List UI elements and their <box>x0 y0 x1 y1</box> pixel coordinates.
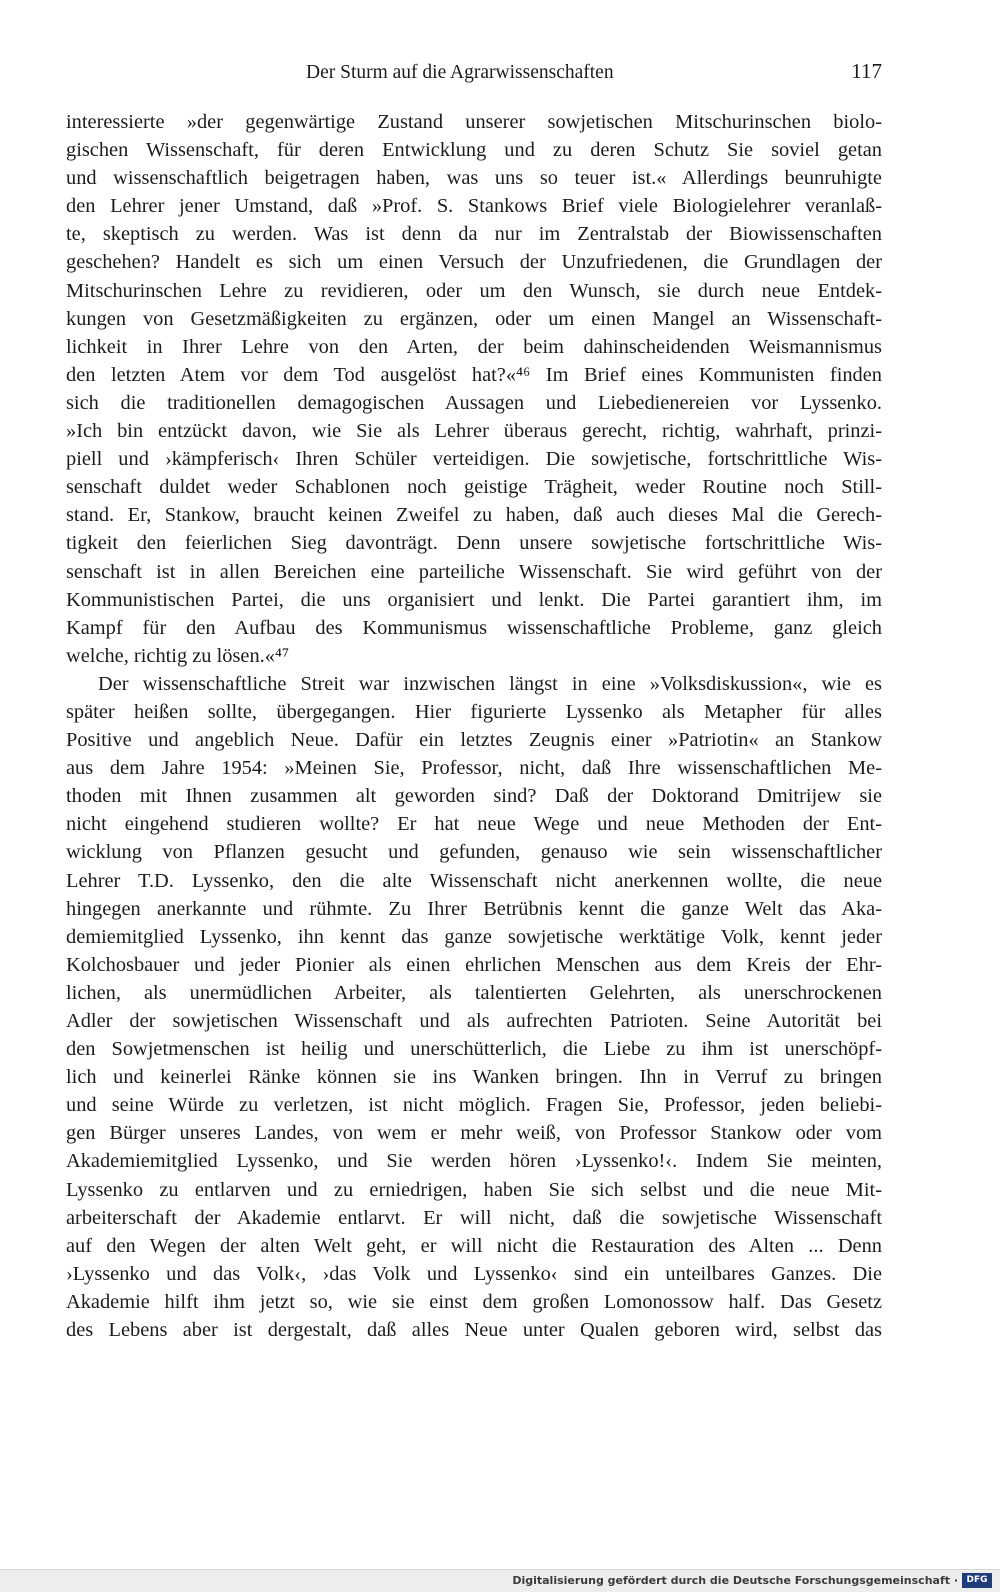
text-line: später heißen sollte, übergegangen. Hier figurierte Lyssenko als Metapher für alles <box>66 700 882 723</box>
text-line: Kampf für den Aufbau des Kommunismus wissenschaftliche Probleme, ganz gleich <box>66 616 882 639</box>
text-line: gischen Wissenschaft, für deren Entwicklung und zu deren Schutz Sie soviel getan <box>66 139 882 162</box>
text-line: Positive und angeblich Neue. Dafür ein letztes Zeugnis einer »Patriotin« an Stankow <box>66 729 882 752</box>
text-line: aus dem Jahre 1954: »Meinen Sie, Professor, nicht, daß Ihre wissenschaftlichen Me- <box>66 757 882 780</box>
text-line: Mitschurinschen Lehre zu revidieren, oder um den Wunsch, sie durch neue Entdek- <box>66 279 882 302</box>
text-line: interessierte »der gegenwärtige Zustand unserer sowjetischen Mitschurinschen biolo- <box>66 111 882 133</box>
text-line: Kommunistischen Partei, die uns organisiert und lenkt. Die Partei garantiert ihm, im <box>66 588 882 611</box>
text-line: Akademie hilft ihm jetzt so, wie sie einst dem großen Lomonossow half. Das Gesetz <box>66 1290 882 1313</box>
dfg-logo: DFG <box>962 1573 992 1588</box>
text-line: wicklung von Pflanzen gesucht und gefunden, genauso wie sein wissenschaftlicher <box>66 841 882 864</box>
text-line: den Lehrer jener Umstand, daß »Prof. S. Stankows Brief viele Biologielehrer veranlaß- <box>66 195 882 218</box>
text-line: auf den Wegen der alten Welt geht, er will nicht die Restauration des Alten ... Denn <box>66 1234 882 1257</box>
text-line: lichkeit in Ihrer Lehre von den Arten, der beim dahinscheidenden Weismannismus <box>66 335 882 358</box>
text-line: und wissenschaftlich beigetragen haben, was uns so teuer ist.« Allerdings beunruhigte <box>66 167 882 190</box>
text-line: geschehen? Handelt es sich um einen Versuch der Unzufriedenen, die Grundlagen der <box>66 251 882 274</box>
text-line: tigkeit den feierlichen Sieg davonträgt. Denn unsere sowjetische fortschrittliche Wis- <box>66 532 882 555</box>
text-line: arbeiterschaft der Akademie entlarvt. Er will nicht, daß die sowjetische Wissenschaft <box>66 1206 882 1229</box>
text-line: demiemitglied Lyssenko, ihn kennt das ganze sowjetische werktätige Volk, kennt jeder <box>66 925 882 948</box>
text-line: ›Lyssenko und das Volk‹, ›das Volk und Lyssenko‹ sind ein unteilbares Ganzes. Die <box>66 1262 882 1285</box>
text-line: »Ich bin entzückt davon, wie Sie als Lehrer überaus gerecht, richtig, wahrhaft, prinzi- <box>66 420 882 443</box>
text-line: gen Bürger unseres Landes, von wem er mehr weiß, von Professor Stankow oder vom <box>66 1122 882 1145</box>
text-line: piell und ›kämpferisch‹ Ihren Schüler verteidigen. Die sowjetische, fortschrittliche Wis- <box>66 448 882 471</box>
text-line: den letzten Atem vor dem Tod ausgelöst hat?«⁴⁶ Im Brief eines Kommunisten finden <box>66 363 882 386</box>
text-line: und seine Würde zu verletzen, ist nicht möglich. Fragen Sie, Professor, jeden beliebi- <box>66 1094 882 1117</box>
text-line: senschaft duldet weder Schablonen noch geistige Trägheit, weder Routine noch Still- <box>66 476 882 499</box>
digitization-footer <box>0 1569 1000 1592</box>
text-line: Lyssenko zu entlarven und zu erniedrigen, haben Sie sich selbst und die neue Mit- <box>66 1178 882 1201</box>
text-line: stand. Er, Stankow, braucht keinen Zweifel zu haben, daß auch dieses Mal die Gerech- <box>66 504 882 527</box>
text-line: lich und keinerlei Ränke können sie ins Wanken bringen. Ihn in Verruf zu bringen <box>66 1066 882 1089</box>
text-line: sich die traditionellen demagogischen Aussagen und Liebedienereien vor Lyssenko. <box>66 391 882 414</box>
text-line: thoden mit Ihnen zusammen alt geworden sind? Daß der Doktorand Dmitrijew sie <box>66 785 882 808</box>
text-line: Lehrer T.D. Lyssenko, den die alte Wissenschaft nicht anerkennen wollte, die neue <box>66 869 882 892</box>
text-line: Kolchosbauer und jeder Pionier als einen ehrlichen Menschen aus dem Kreis der Ehr- <box>66 953 882 976</box>
paragraph-start-line: Der wissenschaftliche Streit war inzwischen längst in eine »Volksdiskussion«, wie es <box>98 672 882 695</box>
text-line: senschaft ist in allen Bereichen eine parteiliche Wissenschaft. Sie wird geführt von der <box>66 560 882 583</box>
text-line: Akademiemitglied Lyssenko, und Sie werden hören ›Lyssenko!‹. Indem Sie meinten, <box>66 1150 882 1173</box>
text-line: hingegen anerkannte und rühmte. Zu Ihrer Betrübnis kennt die ganze Welt das Aka- <box>66 897 882 920</box>
body-text <box>66 108 882 1344</box>
text-line: Adler der sowjetischen Wissenschaft und als aufrechten Patrioten. Seine Autorität bei <box>66 1010 882 1032</box>
text-line: des Lebens aber ist dergestalt, daß alles Neue unter Qualen geboren wird, selbst das <box>66 1319 882 1342</box>
page-number: 117 <box>851 59 882 83</box>
text-line: te, skeptisch zu werden. Was ist denn da nur im Zentralstab der Biowissenschaften <box>66 223 882 246</box>
running-head <box>66 58 882 90</box>
running-title: Der Sturm auf die Agrarwissenschaften <box>306 62 614 83</box>
text-line: nicht eingehend studieren wollte? Er hat neue Wege und neue Methoden der Ent- <box>66 813 882 836</box>
text-line: den Sowjetmenschen ist heilig und unerschütterlich, die Liebe zu ihm ist unerschöpf- <box>66 1038 882 1061</box>
text-line: lichen, als unermüdlichen Arbeiter, als talentierten Gelehrten, als unerschrockenen <box>66 981 882 1004</box>
paragraph-end-line: welche, richtig zu lösen.«⁴⁷ <box>66 644 290 667</box>
text-line: kungen von Gesetzmäßigkeiten zu ergänzen, oder um einen Mangel an Wissenschaft- <box>66 307 882 330</box>
funding-credit: Digitalisierung gefördert durch die Deutsche Forschungsgemeinschaft · <box>512 1574 958 1587</box>
